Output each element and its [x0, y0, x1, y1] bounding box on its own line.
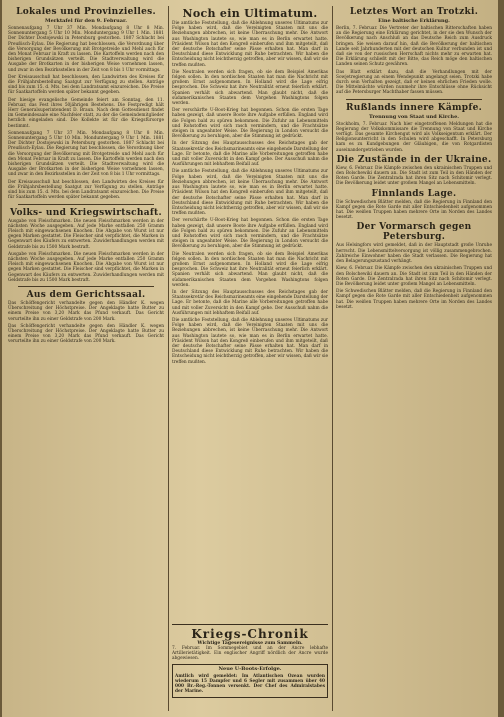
section-heading: Lokales und Provinzielles.	[16, 7, 156, 17]
article-text: Der hiesige evangelische Gemeinde feiert am Sonntag, den 11. Februar, das Fest ihres 50jährigen Bestehens. Die Festpredigt hält Herr Generalsuperintendent D. Braun. Nach dem Gottesdienst findet im Gemeindesaale eine Nachfeier statt, zu der die Gemeindemitglieder herzlich eingeladen sind. Die Kollekte ist für die Kriegsfürsorge bestimmt.	[8, 97, 164, 129]
divider	[346, 99, 482, 100]
section-heading: Volks- und Kriegswirtschaft.	[10, 207, 162, 218]
divider	[18, 286, 154, 287]
chronik-title-text: Kriegs-Chronik	[191, 627, 309, 641]
section-subheading: Merktafel für den 9. Februar.	[45, 18, 127, 24]
article-text: Die amtliche Feststellung, daß die Ablehnung unseres Ultimatums zur Folge haben wird, daß die Vereinigten Staaten mit uns die Beziehungen abbrechen, ist keine Überraschung mehr. Die Antwort aus Washington lautete so, wie man es in Berlin erwartet hatte. Präsident Wilson hat den Kongreß einberufen und ihm mitgeteilt, daß der deutsche Botschafter seine Pässe erhalten hat. Man darf in Deutschland diese Entwicklung mit Ruhe betrachten. Wir haben die Entscheidung nicht leichtherzig getroffen, aber wir wissen, daß wir sie treffen mußten.	[172, 317, 328, 365]
article-text: Das Blatt erklärt dazu, daß die Verhandlungen mit der Sowjetregierung an einem Wendepunkt angelangt seien. Trotzki habe durch sein Verhalten gezeigt, daß er keinen ehrlichen Frieden wolle. Die Mittelmächte würden nunmehr ihre Entschlüsse ohne Rücksicht auf die Petersburger Machthaber fassen müssen.	[336, 69, 492, 96]
kriegs-chronik-box	[172, 624, 328, 711]
section-heading: Der Vormarsch gegen Petersburg.	[356, 222, 472, 243]
article-text: Der verschärfte U-Boot-Krieg hat begonnen. Schon die ersten Tage haben gezeigt, daß unsere Boote ihre Aufgabe erfüllen. England wird die Folgen bald zu spüren bekommen. Die Zufuhr an Lebensmitteln und Rohstoffen wird sich rasch vermindern, und die Frachtsätze steigen in ungeahnter Weise. Die Regierung in London versucht die Bevölkerung zu beruhigen, aber die Stimmung ist gedrückt.	[172, 218, 328, 250]
article-text: 7. Februar. Im Sommegebiet und an der Ancre lebhafte Artillerietätigkeit. Ein englischer Angriff nördlich der Ancre wurde abgewiesen.	[172, 646, 328, 662]
article-text: Stockholm, 7. Februar. Nach hier eingetroffenen Meldungen hat die Regierung der Volkskommissare die Trennung von Staat und Kirche verfügt. Das gesamte Kirchengut wird als Volkseigentum erklärt. Der Religionsunterricht in den Schulen wird abgeschafft. In Petersburg kam es zu Kundgebungen der Gläubigen, die von Rotgardisten auseinandergetrieben wurden.	[336, 121, 492, 153]
divider	[18, 204, 154, 205]
article-text: Amtlich wird gemeldet: Im Atlantischen Ozean wurden wiederum 15 Dampfer und 6 Segler mit zusammen über 40 000 Br.-Reg.-Tonnen versenkt. Der Chef des Admiralstabes der Marine.	[175, 673, 325, 695]
article-text: Die Neutralen werden sich fragen, ob sie dem Beispiel Amerikas folgen sollen. In den nordischen Staaten hat man die Nachricht mit großem Ernst aufgenommen. In Holland wird die Lage eifrig besprochen. Die Schweiz hat ihre Neutralität erneut feierlich erklärt. Spanien verhält sich abwartend. Man glaubt nicht, daß die südamerikanischen Staaten dem Vorgehen Washingtons folgen werden.	[172, 69, 328, 107]
right-column	[336, 6, 492, 711]
section-heading: Rußlands innere Kämpfe.	[345, 102, 483, 113]
section-subheading: Eine baltische Erklärung.	[378, 18, 450, 24]
article-text: Ausgabe von Fleischmarken. Die neuen Fleischmarken werden in der nächsten Woche ausgegeben. Auf jede Marke entfallen 250 Gramm Fleisch mit eingewachsenen Knochen. Die Abgabe von Wurst ist nur gegen Marken gestattet. Die Fleischer sind verpflichtet, die Marken in Gegenwart des Käufers zu entwerten. Zuwiderhandlungen werden mit Geldstrafe bis zu 1500 Mark bestraft.	[8, 218, 164, 250]
article-text: In der Sitzung des Hauptausschusses des Reichstages gab der Staatssekretär des Reichsmarineamts eine eingehende Darstellung der Lage. Er betonte, daß die Marine alle Vorbereitungen getroffen habe und mit voller Zuversicht in den Kampf gehe. Der Ausschuß nahm die Ausführungen mit lebhaftem Beifall auf.	[172, 289, 328, 316]
article-text: Die amtliche Feststellung, daß die Ablehnung unseres Ultimatums zur Folge haben wird, daß die Vereinigten Staaten mit uns die Beziehungen abbrechen, ist keine Überraschung mehr. Die Antwort aus Washington lautete so, wie man es in Berlin erwartet hatte. Präsident Wilson hat den Kongreß einberufen und ihm mitgeteilt, daß der deutsche Botschafter seine Pässe erhalten hat. Man darf in Deutschland diese Entwicklung mit Ruhe betrachten. Wir haben die Entscheidung nicht leichtherzig getroffen, aber wir wissen, daß wir sie treffen mußten.	[172, 169, 328, 217]
middle-column	[172, 6, 328, 621]
article-text: Der Kreisausschuß hat beschlossen, den Landwirten des Kreises für die Frühjahrsbestellung Saatgut zur Verfügung zu stellen. Anträge sind bis zum 15. d. Mts. bei dem Landratsamt einzureichen. Die Preise für Saatkartoffeln werden später bekannt gegeben.	[8, 179, 164, 201]
section-heading: Noch ein Ultimatum.	[182, 7, 318, 20]
box-heading: Neue U-Boots-Erfolge.	[218, 665, 282, 672]
section-heading: Aus dem Gerichtssaal.	[26, 289, 146, 300]
article-text: Kiew, 6. Februar. Die Kämpfe zwischen den ukrainischen Truppen und den Bolschewiki dauern an. Die Stadt ist zum Teil in den Händen der Roten Garde. Die Zentralrada hat ihren Sitz nach Schitomir verlegt. Die Bevölkerung leidet unter großem Mangel an Lebensmitteln.	[336, 165, 492, 187]
section-heading: Die Zustände in der Ukraine.	[336, 154, 492, 165]
article-text: Das Schöffengericht verhandelte gegen den Händler K. wegen Überschreitung der Höchstpreise. Der Angeklagte hatte Butter zu einem Preise von 3,20 Mark das Pfund verkauft. Das Gericht verurteilte ihn zu einer Geldstrafe von 200 Mark.	[8, 300, 164, 322]
section-subheading: Trennung von Staat und Kirche.	[368, 113, 459, 120]
article-text: Berlin, 7. Februar. Die Vertreter der baltischen Ritterschaften haben an die Regierung eine Erklärung gerichtet, in der sie den Wunsch der Bevölkerung nach Anschluß an das Deutsche Reich zum Ausdruck bringen. Sie weisen darauf hin, daß die Bevölkerung der baltischen Lande seit Jahrhunderten mit der deutschen Kultur verbunden ist und daß sie von der russischen Herrschaft nichts mehr zu erwarten hat. Die Erklärung schließt mit der Bitte, das Reich möge den baltischen Landen seinen Schutz gewähren.	[336, 26, 492, 68]
section-heading: Finnlands Lage.	[371, 188, 457, 199]
article-text: Aus Helsingfors wird gemeldet, daß in der Hauptstadt große Unruhe herrscht. Die Lebensmittelversorgung ist völlig zusammengebrochen. Zahlreiche Einwohner haben die Stadt verlassen. Die Regierung hat den Belagerungszustand verhängt.	[336, 243, 492, 265]
article-text: In der Sitzung des Hauptausschusses des Reichstages gab der Staatssekretär des Reichsmarineamts eine eingehende Darstellung der Lage. Er betonte, daß die Marine alle Vorbereitungen getroffen habe und mit voller Zuversicht in den Kampf gehe. Der Ausschuß nahm die Ausführungen mit lebhaftem Beifall auf.	[172, 141, 328, 168]
column-rule	[332, 6, 333, 711]
article-text: Das Schöffengericht verhandelte gegen den Händler K. wegen Überschreitung der Höchstpreise. Der Angeklagte hatte Butter zu einem Preise von 3,20 Mark das Pfund verkauft. Das Gericht verurteilte ihn zu einer Geldstrafe von 200 Mark.	[8, 323, 164, 345]
chronik-title	[172, 627, 328, 641]
article-text: Die Schwedischen Blätter melden, daß die Regierung in Finnland den Kampf gegen die Rote Garde mit aller Entschiedenheit aufgenommen hat. Die weißen Truppen haben mehrere Orte im Norden des Landes besetzt.	[336, 199, 492, 221]
article-text: Der verschärfte U-Boot-Krieg hat begonnen. Schon die ersten Tage haben gezeigt, daß unsere Boote ihre Aufgabe erfüllen. England wird die Folgen bald zu spüren bekommen. Die Zufuhr an Lebensmitteln und Rohstoffen wird sich rasch vermindern, und die Frachtsätze steigen in ungeahnter Weise. Die Regierung in London versucht die Bevölkerung zu beruhigen, aber die Stimmung ist gedrückt.	[172, 108, 328, 140]
article-text: Der Kreisausschuß hat beschlossen, den Landwirten des Kreises für die Frühjahrsbestellung Saatgut zur Verfügung zu stellen. Anträge sind bis zum 15. d. Mts. bei dem Landratsamt einzureichen. Die Preise für Saatkartoffeln werden später bekannt gegeben.	[8, 74, 164, 96]
column-rule	[168, 6, 169, 711]
article-text: Ausgabe von Fleischmarken. Die neuen Fleischmarken werden in der nächsten Woche ausgegeben. Auf jede Marke entfallen 250 Gramm Fleisch mit eingewachsenen Knochen. Die Abgabe von Wurst ist nur gegen Marken gestattet. Die Fleischer sind verpflichtet, die Marken in Gegenwart des Käufers zu entwerten. Zuwiderhandlungen werden mit Geldstrafe bis zu 1500 Mark bestraft.	[8, 251, 164, 283]
article-text: Sonnenaufgang 7 Uhr 37 Min. Mondaufgang 8 Uhr 8 Min. Sonnenuntergang 5 Uhr 10 Min. Monduntergang 9 Uhr 1 Min. 1881 Der Dichter Dostojewski in Petersburg gestorben. 1807 Schlacht bei Preußisch-Eylau. Die Regierung hat beschlossen, die Verordnung über die Versorgung der Bevölkerung mit Brotgetreide und Mehl auch für den Monat Februar in Kraft zu lassen. Die Kartoffeln werden nach den bisherigen Grundsätzen verteilt. Die Stadtverwaltung wird die Ausgabe der Brotkarten in der bisherigen Weise vornehmen lassen, und zwar in den Bezirksstellen in der Zeit von 8 bis 1 Uhr vormittags.	[8, 130, 164, 178]
article-text: Die Neutralen werden sich fragen, ob sie dem Beispiel Amerikas folgen sollen. In den nordischen Staaten hat man die Nachricht mit großem Ernst aufgenommen. In Holland wird die Lage eifrig besprochen. Die Schweiz hat ihre Neutralität erneut feierlich erklärt. Spanien verhält sich abwartend. Man glaubt nicht, daß die südamerikanischen Staaten dem Vorgehen Washingtons folgen werden.	[172, 251, 328, 288]
article-text: Kiew, 6. Februar. Die Kämpfe zwischen den ukrainischen Truppen und den Bolschewiki dauern an. Die Stadt ist zum Teil in den Händen der Roten Garde. Die Zentralrada hat ihren Sitz nach Schitomir verlegt. Die Bevölkerung leidet unter großem Mangel an Lebensmitteln.	[336, 266, 492, 287]
section-heading: Letztes Wort an Trotzki.	[349, 7, 479, 17]
article-text: Sonnenaufgang 7 Uhr 37 Min. Mondaufgang 8 Uhr 8 Min. Sonnenuntergang 5 Uhr 10 Min. Monduntergang 9 Uhr 1 Min. 1881 Der Dichter Dostojewski in Petersburg gestorben. 1807 Schlacht bei Preußisch-Eylau. Die Regierung hat beschlossen, die Verordnung über die Versorgung der Bevölkerung mit Brotgetreide und Mehl auch für den Monat Februar in Kraft zu lassen. Die Kartoffeln werden nach den bisherigen Grundsätzen verteilt. Die Stadtverwaltung wird die Ausgabe der Brotkarten in der bisherigen Weise vornehmen lassen, und zwar in den Bezirksstellen in der Zeit von 8 bis 1 Uhr vormittags.	[8, 26, 164, 73]
article-text: Die amtliche Feststellung, daß die Ablehnung unseres Ultimatums zur Folge haben wird, daß die Vereinigten Staaten mit uns die Beziehungen abbrechen, ist keine Überraschung mehr. Die Antwort aus Washington lautete so, wie man es in Berlin erwartet hatte. Präsident Wilson hat den Kongreß einberufen und ihm mitgeteilt, daß der deutsche Botschafter seine Pässe erhalten hat. Man darf in Deutschland diese Entwicklung mit Ruhe betrachten. Wir haben die Entscheidung nicht leichtherzig getroffen, aber wir wissen, daß wir sie treffen mußten.	[172, 21, 328, 68]
article-text: Die Schwedischen Blätter melden, daß die Regierung in Finnland den Kampf gegen die Rote Garde mit aller Entschiedenheit aufgenommen hat. Die weißen Truppen haben mehrere Orte im Norden des Landes besetzt.	[336, 289, 492, 310]
left-column	[8, 6, 164, 711]
newspaper-page	[2, 0, 498, 717]
u-boot-news-box	[172, 664, 328, 699]
chronik-subtitle: Wichtige Tagesereignisse zum Sammeln.	[197, 641, 303, 646]
